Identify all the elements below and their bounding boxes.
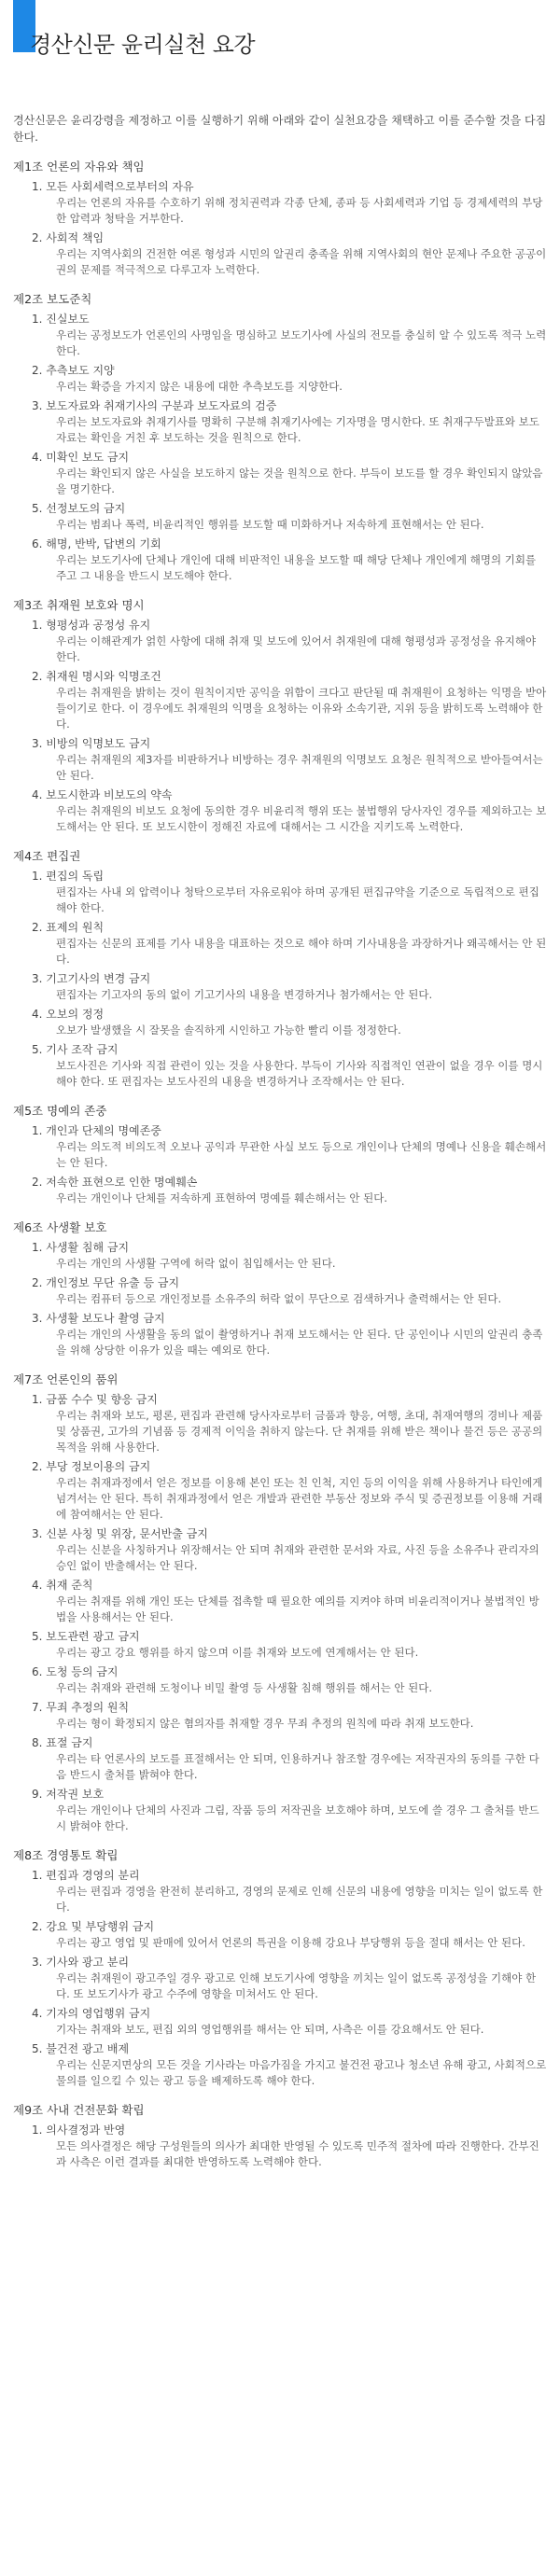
- article-body: 우리는 개인이나 단체의 사진과 그림, 작품 등의 저작권을 보호해야 하며, 보도에 쓸 경우 그 출처를 반드시 밝혀야 한다.: [56, 1803, 539, 1832]
- article-title: 5. 보도관련 광고 금지: [32, 1630, 140, 1643]
- article-body: 우리는 취재원의 제3자를 비판하거나 비방하는 경우 취재원의 익명보도 요청은 원칙적으로 받아들여서는 안 된다.: [56, 753, 543, 782]
- article-item: [32, 2006, 547, 2038]
- article-body: 우리는 지역사회의 건전한 여론 형성과 시민의 알권리 충족을 위해 지역사회의 현안 문제나 주요한 공공이권의 문제를 적극적으로 다루고자 노력한다.: [56, 247, 547, 276]
- article-title: 3. 보도자료와 취재기사의 구분과 보도자료의 검증: [32, 399, 277, 412]
- article-item: [32, 1123, 547, 1171]
- article-item: [32, 1459, 547, 1523]
- chapter-section: [13, 1372, 547, 1834]
- article-body: 우리는 보도기사에 단체나 개인에 대해 비판적인 내용을 보도할 때 해당 단체나 개인에게 해명의 기회를 주고 그 내용을 반드시 보도해야 한다.: [56, 553, 537, 582]
- article-title: 6. 도청 등의 금지: [32, 1665, 119, 1678]
- article-body: 우리는 편집과 경영을 완전히 분리하고, 경영의 문제로 인해 신문의 내용에 영향을 미치는 일이 없도록 한다.: [56, 1885, 543, 1914]
- article-title: 2. 추측보도 지양: [32, 364, 115, 377]
- article-body: 우리는 타 언론사의 보도를 표절해서는 안 되며, 인용하거나 참조할 경우에는 저작권자의 동의를 구한 다음 반드시 출처를 밝혀야 한다.: [56, 1752, 539, 1781]
- article-title: 2. 개인정보 무단 유출 등 금지: [32, 1276, 180, 1289]
- article-item: [32, 501, 547, 533]
- article-title: 3. 비방의 익명보도 금지: [32, 737, 151, 750]
- article-item: [32, 1007, 547, 1038]
- article-title: 3. 기고기사의 변경 금지: [32, 972, 151, 985]
- chapter-list: [13, 159, 547, 2170]
- article-body: 편집자는 신문의 표제를 기사 내용을 대표하는 것으로 해야 하며 기사내용을 과장하거나 왜곡해서는 안 된다.: [56, 937, 547, 966]
- article-body: 우리는 공정보도가 언론인의 사명임을 명심하고 보도기사에 사실의 전모를 충실히 알 수 있도록 적극 노력한다.: [56, 328, 547, 357]
- article-item: [32, 920, 547, 968]
- article-title: 4. 보도시한과 비보도의 약속: [32, 788, 173, 801]
- article-item: [32, 1664, 547, 1696]
- article-title: 2. 저속한 표현으로 인한 명예훼손: [32, 1176, 198, 1189]
- article-title: 1. 금품 수수 및 향응 금지: [32, 1393, 158, 1406]
- article-title: 1. 사생활 침해 금지: [32, 1241, 130, 1254]
- article-item: [32, 971, 547, 1003]
- article-item: [32, 1629, 547, 1661]
- article-title: 1. 형평성과 공정성 유지: [32, 619, 151, 632]
- article-item: [32, 450, 547, 497]
- article-title: 9. 저작권 보호: [32, 1788, 105, 1801]
- article-body: 우리는 취재원이 광고주일 경우 광고로 인해 보도기사에 영향을 끼치는 일이 없도록 공정성을 기해야 한다. 또 보도기사가 광고 수주에 영향을 미쳐서도 안 된다.: [56, 1971, 537, 2000]
- article-item: [32, 1042, 547, 1090]
- chapter-section: [13, 291, 547, 584]
- article-item: [32, 1868, 547, 1915]
- article-item: [32, 536, 547, 584]
- chapter-section: [13, 159, 547, 278]
- article-title: 5. 선정보도의 금지: [32, 502, 126, 515]
- article-item: [32, 1526, 547, 1574]
- chapter-title: 제8조 경영통토 확립: [13, 1848, 119, 1862]
- article-title: 3. 사생활 보도나 촬영 금지: [32, 1312, 165, 1325]
- article-title: 2. 부당 정보이용의 금지: [32, 1460, 151, 1473]
- chapter-title: 제6조 사생활 보호: [13, 1220, 107, 1234]
- article-body: 모든 의사결정은 해당 구성원들의 의사가 최대한 반영될 수 있도록 민주적 절차에 따라 진행한다. 간부진과 사측은 이런 결과를 최대한 반영하도록 노력해야 한다.: [56, 2139, 539, 2168]
- article-title: 4. 미확인 보도 금지: [32, 451, 130, 464]
- article-item: [32, 363, 547, 395]
- article-item: [32, 1311, 547, 1358]
- article-body: 우리는 컴퓨터 등으로 개인정보를 소유주의 허락 없이 무단으로 검색하거나 출력해서는 안 된다.: [56, 1292, 502, 1305]
- article-body: 우리는 광고 영업 및 판매에 있어서 언론의 특권을 이용해 강요나 부당행위 등을 절대 해서는 안 된다.: [56, 1936, 525, 1949]
- chapter-section: [13, 2102, 547, 2170]
- article-body: 우리는 취재와 보도, 평론, 편집과 관련해 당사자로부터 금품과 향응, 여행, 초대, 취재여행의 경비나 제품 및 상품권, 고가의 기념품 등 경제적 이익을 취하지 않는다. 단 취재를 위해 받은 책이나 물건 등은 공공의 목적을 위해 사용한다.: [56, 1409, 543, 1454]
- article-title: 5. 불건전 광고 배제: [32, 2042, 130, 2055]
- article-body: 우리는 확증을 가지지 않은 내용에 대한 추측보도를 지양한다.: [56, 380, 343, 393]
- article-item: [32, 179, 547, 227]
- article-body: 편집자는 사내 외 압력이나 청탁으로부터 자유로워야 하며 공개된 편집규약을 기준으로 독립적으로 편집해야 한다.: [56, 885, 539, 914]
- article-title: 1. 의사결정과 반영: [32, 2123, 126, 2137]
- article-title: 5. 기사 조작 금지: [32, 1043, 119, 1056]
- article-item: [32, 398, 547, 446]
- article-body: 우리는 취재와 관련해 도청이나 비밀 촬영 등 사생활 침해 행위를 해서는 안 된다.: [56, 1681, 433, 1694]
- chapter-section: [13, 1847, 547, 2089]
- page-title: 경산신문 윤리실천 요강: [30, 32, 256, 58]
- article-item: [32, 1787, 547, 1834]
- article-title: 1. 모든 사회세력으로부터의 자유: [32, 180, 194, 193]
- article-body: 우리는 취재원의 비보도 요청에 동의한 경우 비윤리적 행위 또는 불법행위 당사자인 경우를 제외하고는 보도해서는 안 된다. 또 보도시한이 정해진 자료에 대해서는 그 시간을 지키도록 노력한다.: [56, 804, 547, 833]
- article-body: 우리는 형이 확정되지 않은 혐의자를 취재할 경우 무죄 추정의 원칙에 따라 취재 보도한다.: [56, 1717, 474, 1730]
- article-item: [32, 230, 547, 278]
- article-body: 우리는 취재원을 밝히는 것이 원칙이지만 공익을 위함이 크다고 판단될 때 취재원이 요청하는 익명을 받아들이기로 한다. 이 경우에도 취재원의 익명을 요청하는 이유와 소속기관, 지위 등을 밝히도록 노력해야 한다.: [56, 686, 547, 731]
- article-body: 우리는 범죄나 폭력, 비윤리적인 행위를 보도할 때 미화하거나 저속하게 표현해서는 안 된다.: [56, 518, 484, 531]
- article-body: 우리는 의도적 비의도적 오보나 공익과 무관한 사실 보도 등으로 개인이나 단체의 명예나 신용을 훼손해서는 안 된다.: [56, 1140, 547, 1169]
- article-body: 보도사진은 기사와 직접 관련이 있는 것을 사용한다. 부득이 기사와 직접적인 연관이 없을 경우 이를 명시해야 한다. 또 편집자는 보도사진의 내용을 변경하거나 조작해서는 안 된다.: [56, 1059, 543, 1088]
- article-title: 2. 취재원 명시와 익명조건: [32, 670, 161, 683]
- article-body: 우리는 확인되지 않은 사실을 보도하지 않는 것을 원칙으로 한다. 부득이 보도를 할 경우 확인되지 않았음을 명기한다.: [56, 466, 543, 495]
- article-body: 우리는 개인의 사생활을 동의 없이 촬영하거나 취재 보도해서는 안 된다. 단 공인이나 시민의 알권리 충족을 위해 상당한 이유가 있을 때는 예외로 한다.: [56, 1328, 543, 1357]
- chapter-title: 제1조 언론의 자유와 책임: [13, 160, 145, 174]
- article-title: 1. 편집과 경영의 분리: [32, 1869, 140, 1882]
- article-title: 2. 표제의 원칙: [32, 921, 105, 934]
- article-title: 4. 기자의 영업행위 금지: [32, 2007, 151, 2020]
- article-title: 4. 오보의 정정: [32, 1008, 105, 1021]
- article-item: [32, 1392, 547, 1455]
- article-title: 6. 해명, 반박, 답변의 기회: [32, 537, 161, 550]
- article-item: [32, 1735, 547, 1783]
- article-body: 우리는 이해관계가 얽힌 사항에 대해 취재 및 보도에 있어서 취재원에 대해 형평성과 공정성을 유지해야 한다.: [56, 634, 537, 663]
- article-item: [32, 2123, 547, 2170]
- article-title: 3. 기사와 광고 분리: [32, 1956, 130, 1969]
- article-body: 우리는 취재과정에서 얻은 정보를 이용해 본인 또는 친 인척, 지인 등의 이익을 위해 사용하거나 타인에게 넘겨서는 안 된다. 특히 취재과정에서 얻은 개발과 관련한 부동산 정보와 주식 및 증권정보를 이용해 거래에 참여해서는 안 된다.: [56, 1476, 543, 1521]
- article-title: 3. 신분 사칭 및 위장, 문서반출 금지: [32, 1527, 208, 1540]
- article-title: 1. 개인과 단체의 명예존중: [32, 1124, 161, 1137]
- article-title: 1. 진실보도: [32, 313, 90, 326]
- article-item: [32, 312, 547, 359]
- article-item: [32, 736, 547, 784]
- preamble-text: 경산신문은 윤리강령을 제정하고 이를 실행하기 위해 아래와 같이 실천요강을 채택하고 이를 준수할 것을 다짐한다.: [13, 114, 547, 144]
- article-body: 우리는 개인의 사생활 구역에 허락 없이 침입해서는 안 된다.: [56, 1257, 336, 1270]
- article-item: [32, 1955, 547, 2002]
- chapter-title: 제7조 언론인의 품위: [13, 1372, 119, 1386]
- article-body: 우리는 신문지면상의 모든 것을 기사라는 마음가짐을 가지고 불건전 광고나 청소년 유해 광고, 사회적으로 물의를 일으킬 수 있는 광고 등을 배제하도록 해야 한다.: [56, 2058, 547, 2087]
- article-body: 우리는 취재를 위해 개인 또는 단체를 접촉할 때 필요한 예의를 지켜야 하며 비윤리적이거나 불법적인 방법을 사용해서는 안 된다.: [56, 1594, 539, 1623]
- article-item: [32, 1175, 547, 1206]
- article-body: 우리는 광고 강요 행위를 하지 않으며 이를 취재와 보도에 연계해서는 안 된다.: [56, 1646, 419, 1659]
- article-title: 2. 강요 및 부당행위 금지: [32, 1920, 155, 1933]
- article-item: [32, 618, 547, 665]
- article-body: 우리는 개인이나 단체를 저속하게 표현하여 명예를 훼손해서는 안 된다.: [56, 1191, 388, 1204]
- chapter-title: 제2조 보도준칙: [13, 292, 92, 306]
- article-item: [32, 869, 547, 916]
- chapter-section: [13, 848, 547, 1090]
- article-body: 편집자는 기고자의 동의 없이 기고기사의 내용을 변경하거나 첨가해서는 안 된다.: [56, 988, 433, 1001]
- article-item: [32, 669, 547, 732]
- chapter-section: [13, 1103, 547, 1206]
- chapter-section: [13, 1219, 547, 1358]
- article-item: [32, 1919, 547, 1951]
- article-item: [32, 1275, 547, 1307]
- article-item: [32, 1578, 547, 1625]
- article-body: 오보가 발생했을 시 잘못을 솔직하게 시인하고 가능한 빨리 이를 정정한다.: [56, 1023, 401, 1037]
- article-title: 1. 편집의 독립: [32, 870, 105, 883]
- chapter-title: 제4조 편집권: [13, 849, 81, 863]
- article-body: 우리는 신분을 사칭하거나 위장해서는 안 되며 취재와 관련한 문서와 자료, 사진 등을 소유주나 관리자의 승인 없이 반출해서는 안 된다.: [56, 1543, 539, 1572]
- article-body: 기자는 취재와 보도, 편집 외의 영업행위를 해서는 안 되며, 사측은 이를 강요해서도 안 된다.: [56, 2023, 484, 2036]
- article-title: 7. 무죄 추정의 원칙: [32, 1701, 130, 1714]
- article-title: 4. 취재 준칙: [32, 1579, 93, 1592]
- article-body: 우리는 보도자료와 취재기사를 명확히 구분해 취재기사에는 기자명을 명시한다. 또 취재구두발표와 보도자료는 확인을 거친 후 보도하는 것을 원칙으로 한다.: [56, 415, 539, 444]
- article-item: [32, 1240, 547, 1272]
- chapter-title: 제3조 취재원 보호와 명시: [13, 598, 145, 612]
- chapter-title: 제9조 사내 건전문화 확립: [13, 2103, 145, 2117]
- article-item: [32, 787, 547, 835]
- chapter-section: [13, 597, 547, 835]
- page-header: [13, 0, 547, 80]
- article-title: 8. 표절 금지: [32, 1736, 93, 1749]
- article-title: 2. 사회적 책임: [32, 231, 105, 244]
- article-item: [32, 1700, 547, 1732]
- article-item: [32, 2041, 547, 2089]
- article-body: 우리는 언론의 자유를 수호하기 위해 정치권력과 각종 단체, 종파 등 사회세력과 기업 등 경제세력의 부당한 압력과 청탁을 거부한다.: [56, 196, 543, 225]
- chapter-title: 제5조 명예의 존중: [13, 1104, 107, 1118]
